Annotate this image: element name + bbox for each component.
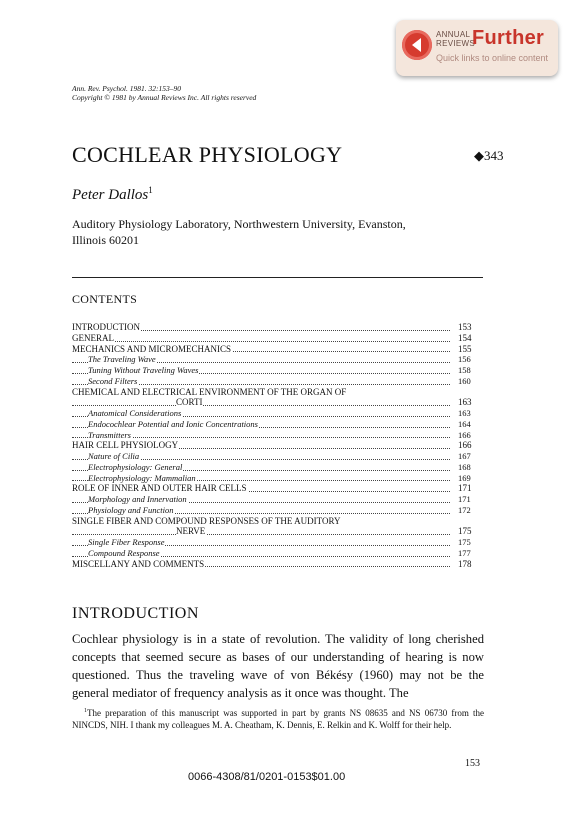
toc-entry-page: 166 [458,429,471,440]
footnote-mark: 1 [84,708,87,714]
toc-entry-page: 164 [458,418,471,429]
toc-entry-title: The Traveling Wave [88,354,156,365]
toc-subentry[interactable] [72,548,484,559]
badge-further-text: Further [472,27,545,49]
toc-subentry[interactable] [72,462,484,473]
toc-entry-title: Morphology and Innervation [88,494,187,504]
toc-entry-page: 163 [458,397,472,408]
footnote [72,705,484,731]
doi-code: 0066-4308/81/0201-0153$01.00 [188,771,346,783]
toc-entry-title: CORTI [176,397,203,408]
toc-entry-page: 175 [458,537,471,547]
affiliation-line-1: Auditory Physiology Laboratory, Northwestern University, Evanston, [72,217,406,231]
badge-tagline: Quick links to online content [436,53,549,63]
toc-entry-page: 153 [458,322,472,332]
affiliation-line-2: Illinois 60201 [72,233,140,247]
badge-reviews-text: REVIEWS [436,39,475,48]
toc-entry-title: MISCELLANY AND COMMENTS [72,558,205,569]
toc-entry-title: INTRODUCTION [72,322,140,332]
play-arrow-icon [402,30,432,60]
contents-heading: CONTENTS [72,292,138,306]
toc-entry-page: 156 [458,354,471,365]
toc-entry-title: Electrophysiology: General [88,461,183,472]
toc-entry-title: MECHANICS AND MICROMECHANICS [72,343,232,354]
toc-entry-title: Electrophysiology: Mammalian [88,472,196,483]
toc-entry[interactable] [72,333,484,344]
toc-entry-title: GENERAL [72,332,114,343]
toc-entry-page: 171 [458,483,472,494]
section-heading-introduction: INTRODUCTION [72,605,199,622]
page-number: 153 [465,758,480,769]
annual-reviews-further-badge[interactable] [396,20,558,76]
author-footnote-mark: 1 [148,185,153,195]
toc-entry-page: 177 [458,547,471,558]
citation-line-1: Ann. Rev. Psychol. 1981. 32:153–90 [72,84,182,93]
toc-entry-title: Nature of Cilia [88,451,140,461]
toc-entry[interactable] [72,344,484,355]
toc-entry-title: Endocochlear Potential and Ionic Concentrations [88,418,258,429]
toc-entry-title: Anatomical Considerations [88,408,182,418]
toc-entry[interactable] [72,440,484,451]
toc-subentry[interactable] [72,430,484,441]
toc-entry-page: 175 [458,526,472,537]
toc-entry-continuation[interactable] [72,526,484,537]
toc-subentry[interactable] [72,419,484,430]
toc-entry-page: 166 [458,440,472,451]
toc-entry-page: 154 [458,332,472,343]
toc-subentry[interactable] [72,473,484,484]
toc-entry-page: 172 [458,504,471,515]
citation-line-2: Copyright © 1981 by Annual Reviews Inc. All rights reserved [72,93,257,102]
toc-entry-page: 171 [458,494,471,504]
toc-entry[interactable] [72,387,484,398]
toc-subentry[interactable] [72,354,484,365]
toc-subentry[interactable] [72,376,484,387]
toc-entry-page: 160 [458,375,471,386]
section-divider [72,277,483,278]
toc-entry-page: 155 [458,343,472,354]
toc-entry-page: 168 [458,461,471,472]
toc-entry[interactable] [72,516,484,527]
toc-entry-title: Tuning Without Traveling Waves [88,365,199,375]
toc-entry-page: 169 [458,472,471,483]
toc-entry[interactable] [72,559,484,570]
dot-leader [72,405,450,406]
toc-entry-page: 163 [458,408,471,418]
toc-entry-title: SINGLE FIBER AND COMPOUND RESPONSES OF THE AUDITORY [72,515,341,526]
footnote-text: The preparation of this manuscript was supported in part by grants NS 08635 and NS 06730 from the NINCDS, NIH. I thank my colleagues M. A. Cheatham, K. Dennis, E. Relkin and K. Wolff for their help. [72,708,484,730]
toc-subentry[interactable] [72,505,484,516]
toc-entry[interactable] [72,322,484,333]
toc-entry-title: ROLE OF INNER AND OUTER HAIR CELLS [72,483,247,494]
toc-subentry[interactable] [72,408,484,419]
toc-subentry[interactable] [72,365,484,376]
toc-entry-title: Compound Response [88,547,160,558]
toc-entry-page: 158 [458,365,471,375]
toc-entry-title: Single Fiber Response [88,537,165,547]
badge-annual-text: ANNUAL [436,30,471,39]
table-of-contents [72,322,484,569]
dot-leader [72,534,450,535]
dot-leader [72,341,450,342]
toc-entry-title: CHEMICAL AND ELECTRICAL ENVIRONMENT OF THE ORGAN OF [72,386,347,397]
article-title: COCHLEAR PHYSIOLOGY [72,142,343,167]
toc-entry-page: 167 [458,451,471,461]
toc-subentry[interactable] [72,451,484,462]
toc-entry[interactable] [72,483,484,494]
page-marker: ◆343 [474,148,504,163]
toc-subentry[interactable] [72,537,484,548]
toc-entry-title: Physiology and Function [88,504,174,515]
toc-entry-continuation[interactable] [72,397,484,408]
author-line [72,185,153,204]
author-name: Peter Dallos [72,187,149,203]
body-paragraph: Cochlear physiology is in a state of revolution. The validity of long cherished concepts that seemed secure as bases of our understanding of hearing is now questioned. Thus the traveling wave of von Békésy (1960) may not be the general mediator of frequency analysis as it once was thought. The [72,632,484,701]
toc-entry-page: 178 [458,558,472,569]
toc-subentry[interactable] [72,494,484,505]
toc-entry-title: HAIR CELL PHYSIOLOGY [72,440,179,451]
toc-entry-title: Second Filters [88,375,138,386]
toc-entry-title: Transmitters [88,429,131,440]
toc-entry-title: NERVE [176,526,206,537]
